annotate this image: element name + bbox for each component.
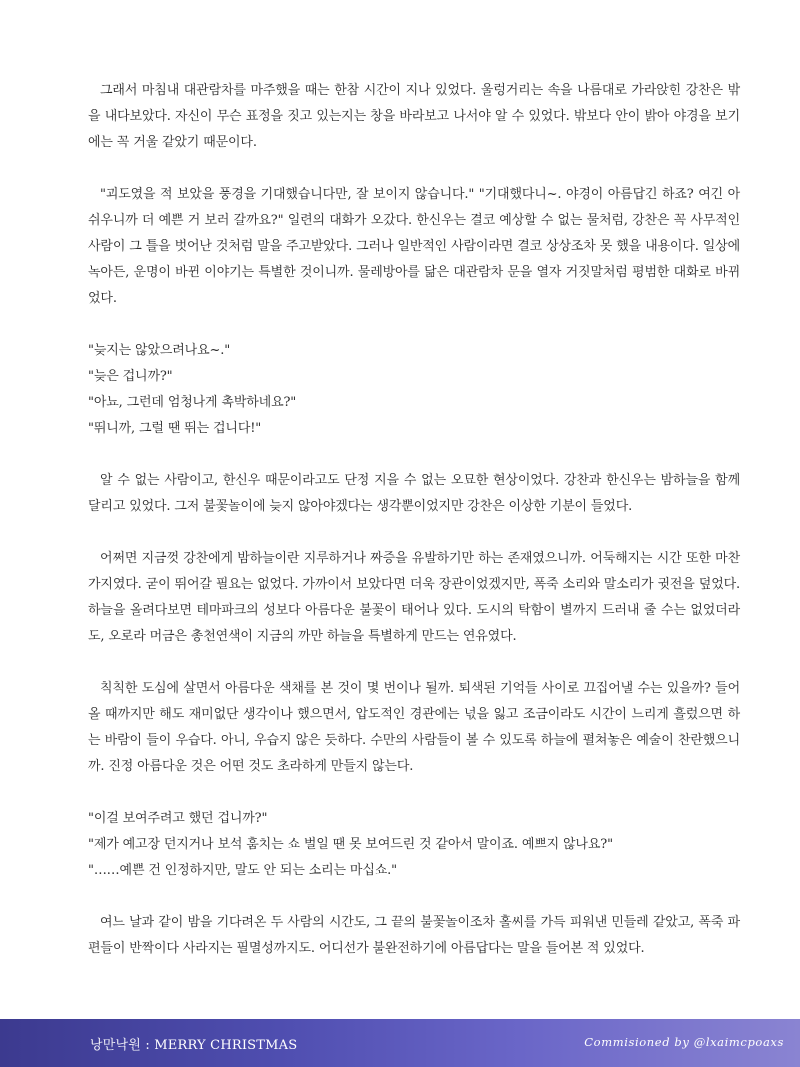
dialogue-line: "늦지는 않았으려나요~." xyxy=(88,343,231,358)
story-body xyxy=(88,78,740,988)
dialogue-line: "아뇨, 그런데 엄청나게 촉박하네요?" xyxy=(88,395,297,410)
dialogue-line: "뛰니까, 그럴 땐 뛰는 겁니다!" xyxy=(88,421,262,436)
dialogue-block-2 xyxy=(88,806,740,884)
commission-credit: Commisioned by @lxaimcpoaxs xyxy=(584,1035,784,1049)
footer-title: 낭만낙원 : MERRY CHRISTMAS xyxy=(90,1038,298,1053)
dialogue-line: "……예쁜 건 인정하지만, 말도 안 되는 소리는 마십쇼." xyxy=(88,863,397,878)
dialogue-block-1 xyxy=(88,338,740,442)
paragraph-1: 그래서 마침내 대관람차를 마주했을 때는 한참 시간이 지나 있었다. 울렁거리는 속을 나름대로 가라앉힌 강찬은 밖을 내다보았다. 자신이 무슨 표정을 짓고 있는지는 창을 바라보고 나서야 알 수 있었다. 밖보다 안이 밝아 야경을 보기에는 꼭 거울 같았기 때문이다. xyxy=(88,83,740,150)
paragraph-6: 여느 날과 같이 밤을 기다려온 두 사람의 시간도, 그 끝의 불꽃놀이조차 홀씨를 가득 피워낸 민들레 같았고, 폭죽 파편들이 반짝이다 사라지는 필멸성까지도. 어디선가 불완전하기에 아름답다는 말을 들어본 적 있었다. xyxy=(88,915,740,956)
paragraph-3: 알 수 없는 사람이고, 한신우 때문이라고도 단정 지을 수 없는 오묘한 현상이었다. 강찬과 한신우는 밤하늘을 함께 달리고 있었다. 그저 불꽃놀이에 늦지 않아야겠다는 생각뿐이었지만 강찬은 이상한 기분이 들었다. xyxy=(88,473,740,514)
dialogue-line: "이걸 보여주려고 했던 겁니까?" xyxy=(88,811,268,826)
footer-banner xyxy=(0,1019,800,1067)
paragraph-5: 칙칙한 도심에 살면서 아름다운 색채를 본 것이 몇 번이나 될까. 퇴색된 기억들 사이로 끄집어낼 수는 있을까? 들어올 때까지만 해도 재미없단 생각이나 했으면서, 압도적인 경관에는 넋을 잃고 조금이라도 시간이 느리게 흘렀으면 하는 바람이 들이 우습다. 아니, 우습지 않은 듯하다. 수만의 사람들이 볼 수 있도록 하늘에 펼쳐놓은 예술이 찬란했으니까. 진정 아름다운 것은 어떤 것도 초라하게 만들지 않는다. xyxy=(88,681,740,774)
dialogue-line: "제가 예고장 던지거나 보석 훔치는 쇼 벌일 땐 못 보여드린 것 같아서 말이죠. 예쁘지 않나요?" xyxy=(88,837,613,852)
dialogue-line: "늦은 겁니까?" xyxy=(88,369,173,384)
paragraph-2: "괴도였을 적 보았을 풍경을 기대했습니다만, 잘 보이지 않습니다." "기대했다니~. 야경이 아름답긴 하죠? 여긴 아쉬우니까 더 예쁜 거 보러 갈까요?" 일련의 대화가 오갔다. 한신우는 결코 예상할 수 없는 물처럼, 강찬은 꼭 사무적인 사람이 그 틀을 벗어난 것처럼 말을 주고받았다. 그러나 일반적인 사람이라면 결코 상상조차 못 했을 내용이다. 일상에 녹아든, 운명이 바뀐 이야기는 특별한 것이니까. 물레방아를 닮은 대관람차 문을 열자 거짓말처럼 평범한 대화로 바뀌었다. xyxy=(88,187,740,306)
paragraph-4: 어쩌면 지금껏 강찬에게 밤하늘이란 지루하거나 짜증을 유발하기만 하는 존재였으니까. 어둑해지는 시간 또한 마찬가지였다. 굳이 뛰어갈 필요는 없었다. 가까이서 보았다면 더욱 장관이었겠지만, 폭죽 소리와 말소리가 귓전을 덮었다. 하늘을 올려다보면 테마파크의 성보다 아름다운 불꽃이 태어나 있다. 도시의 탁함이 별까지 드러내 줄 수는 없었더라도, 오로라 머금은 총천연색이 지금의 까만 하늘을 특별하게 만드는 연유였다. xyxy=(88,551,740,644)
